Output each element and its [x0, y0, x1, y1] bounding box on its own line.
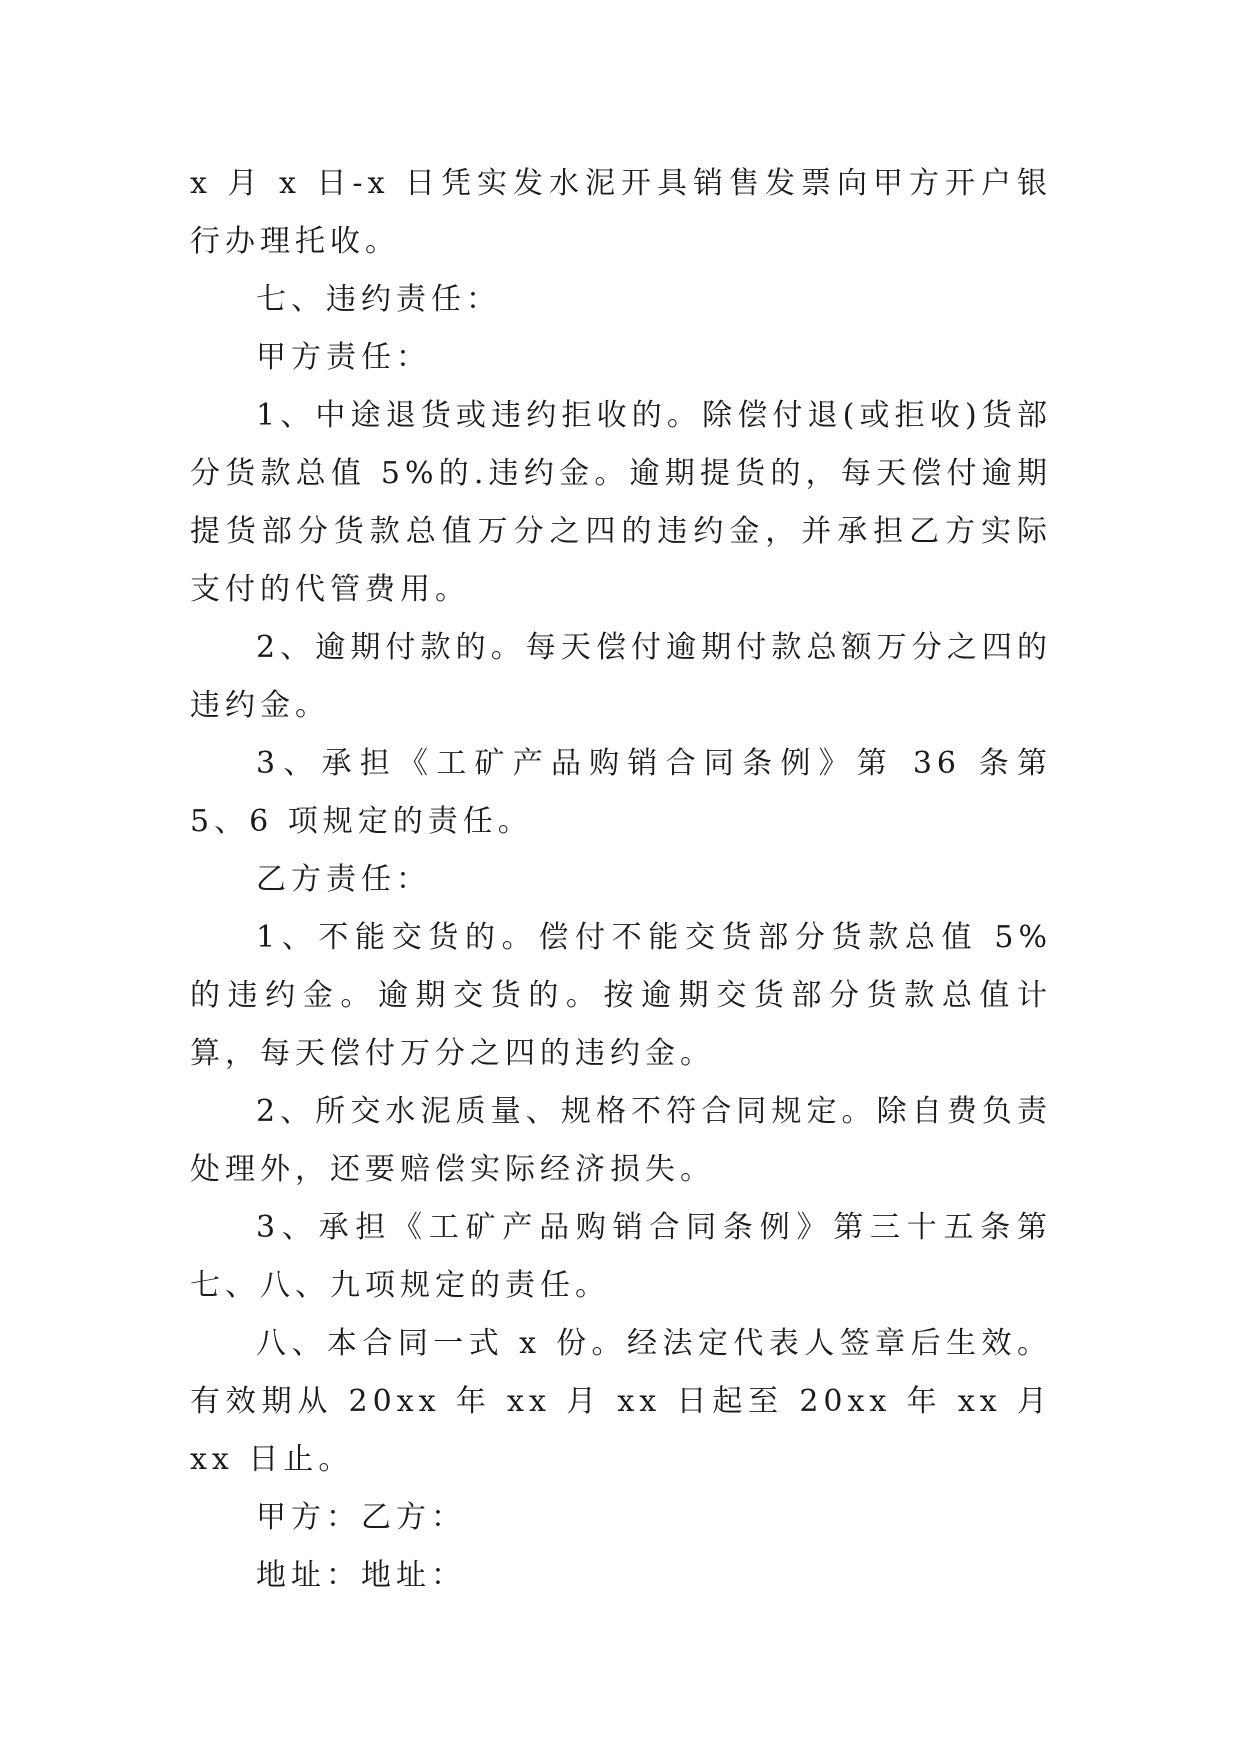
signature-parties-line: 甲方：乙方：: [256, 1500, 466, 1535]
document-body: [190, 155, 1052, 1605]
paragraph-party-a-item-2: 2、逾期付款的。每天偿付逾期付款总额万分之四的违约金。: [190, 630, 1052, 723]
heading-breach-liability: 七、违约责任：: [256, 282, 501, 317]
paragraph-party-b-item-3: 3、承担《工矿产品购销合同条例》第三十五条第七、八、九项规定的责任。: [190, 1210, 1052, 1303]
paragraph-contract-copies-validity: 八、本合同一式 x 份。经法定代表人签章后生效。有效期从 20xx 年 xx 月 xx 日起至 20xx 年 xx 月 xx 日止。: [190, 1326, 1052, 1477]
paragraph-payment-collection: x 月 x 日-x 日凭实发水泥开具销售发票向甲方开户银行办理托收。: [190, 166, 1052, 259]
paragraph-party-b-item-2: 2、所交水泥质量、规格不符合同规定。除自费负责处理外，还要赔偿实际经济损失。: [190, 1094, 1052, 1187]
subheading-party-b-liability: 乙方责任：: [256, 862, 431, 897]
paragraph-party-b-item-1: 1、不能交货的。偿付不能交货部分货款总值 5%的违约金。逾期交货的。按逾期交货部分货款总值计算，每天偿付万分之四的违约金。: [190, 920, 1052, 1071]
paragraph-party-a-item-1: 1、中途退货或违约拒收的。除偿付退(或拒收)货部分货款总值 5%的.违约金。逾期提货的，每天偿付逾期提货部分货款总值万分之四的违约金，并承担乙方实际支付的代管费用。: [190, 398, 1052, 607]
paragraph-party-a-item-3: 3、承担《工矿产品购销合同条例》第 36 条第 5、6 项规定的责任。: [190, 746, 1052, 839]
address-line: 地址：地址：: [256, 1558, 466, 1593]
subheading-party-a-liability: 甲方责任：: [256, 340, 431, 375]
